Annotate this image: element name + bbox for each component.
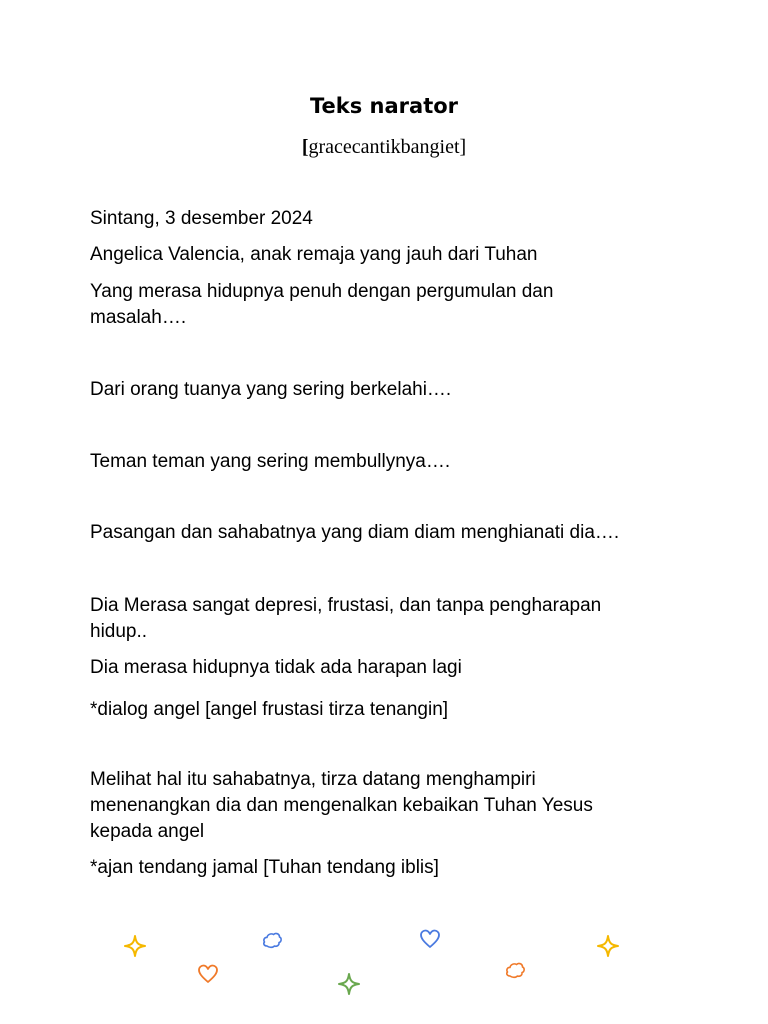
paragraph: Yang merasa hidupnya penuh dengan pergumulan dan masalah…. [90,281,554,328]
subtitle-open-bracket: [ [301,136,309,158]
paragraph: Pasangan dan sahabatnya yang diam diam menghianati dia…. [90,522,620,543]
paragraph-date: Sintang, 3 desember 2024 [90,208,313,229]
paragraph: Dia Merasa sangat depresi, frustasi, dan tanpa pengharapan hidup.. [90,595,602,642]
sparkle-icon [337,972,361,996]
document-title: Teks narator [309,94,459,118]
paragraph: Teman teman yang sering membullynya…. [90,451,451,472]
heart-icon [196,962,220,986]
cloud-icon [260,928,284,952]
paragraph: Dari orang tuanya yang sering berkelahi…. [90,379,452,400]
subtitle-close-bracket: ] [459,136,467,158]
sparkle-icon [123,934,147,958]
paragraph: Melihat hal itu sahabatnya, tirza datang menghampiri menenangkan dia dan mengenalkan kebaikan Tuhan Yesus kepada angel [90,769,593,842]
paragraph: Dia merasa hidupnya tidak ada harapan lagi [90,657,462,678]
paragraph-dialog-note: *dialog angel [angel frustasi tirza tenangin] [90,699,449,720]
heart-icon [418,927,442,951]
subtitle-text: gracecantikbangiet [308,136,460,158]
document-subtitle [0,134,768,160]
cloud-icon [503,958,527,982]
paragraph: Angelica Valencia, anak remaja yang jauh dari Tuhan [90,244,538,265]
sparkle-icon [596,934,620,958]
paragraph-dialog-note: *ajan tendang jamal [Tuhan tendang iblis] [90,857,439,878]
